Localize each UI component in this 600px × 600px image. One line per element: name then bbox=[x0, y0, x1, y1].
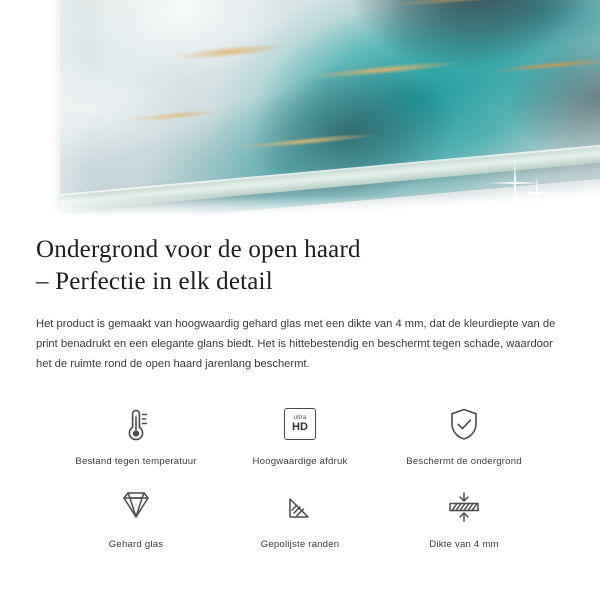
ultra-hd-badge-top: ultra bbox=[293, 413, 307, 421]
feature-label: Beschermt de ondergrond bbox=[406, 456, 522, 467]
feature-grid bbox=[36, 400, 564, 550]
feature-label: Hoogwaardige afdruk bbox=[252, 456, 348, 467]
shield-check-icon bbox=[442, 400, 486, 448]
feature-item-print-quality bbox=[218, 400, 382, 467]
hero-left-fade bbox=[0, 0, 90, 222]
feature-item-thickness bbox=[382, 483, 546, 550]
feature-label: Gepolijste randen bbox=[260, 539, 340, 550]
ultra-hd-icon bbox=[284, 400, 316, 448]
thermometer-icon bbox=[114, 400, 158, 448]
page-title-line-1: Ondergrond voor de open haard bbox=[36, 236, 361, 263]
polished-edges-icon bbox=[278, 483, 322, 531]
feature-item-polished-edges bbox=[218, 483, 382, 550]
ultra-hd-badge-bottom: HD bbox=[292, 421, 308, 434]
page-title bbox=[36, 234, 564, 298]
diamond-icon bbox=[113, 483, 159, 531]
description-paragraph: Het product is gemaakt van hoogwaardig gehard glas met een dikte van 4 mm, dat de kleurdiepte van de print benadrukt en een elegante glans biedt. Het is hittebestendig en beschermt tegen schade, waardoor het de ruimte rond de open haard jarenlang beschermt. bbox=[36, 318, 556, 370]
feature-item-surface-protection bbox=[382, 400, 546, 467]
page-title-line-2: – Perfectie in elk detail bbox=[36, 268, 273, 295]
feature-item-temperature bbox=[54, 400, 218, 467]
feature-item-tempered-glass bbox=[54, 483, 218, 550]
thickness-4mm-icon bbox=[441, 483, 487, 531]
feature-label: Dikte van 4 mm bbox=[429, 539, 499, 550]
hero-image bbox=[0, 0, 600, 222]
content-block bbox=[0, 222, 600, 550]
feature-label: Gehard glas bbox=[108, 539, 164, 550]
hero-bottom-fade bbox=[0, 196, 600, 222]
feature-label: Bestand tegen temperatuur bbox=[75, 456, 197, 467]
